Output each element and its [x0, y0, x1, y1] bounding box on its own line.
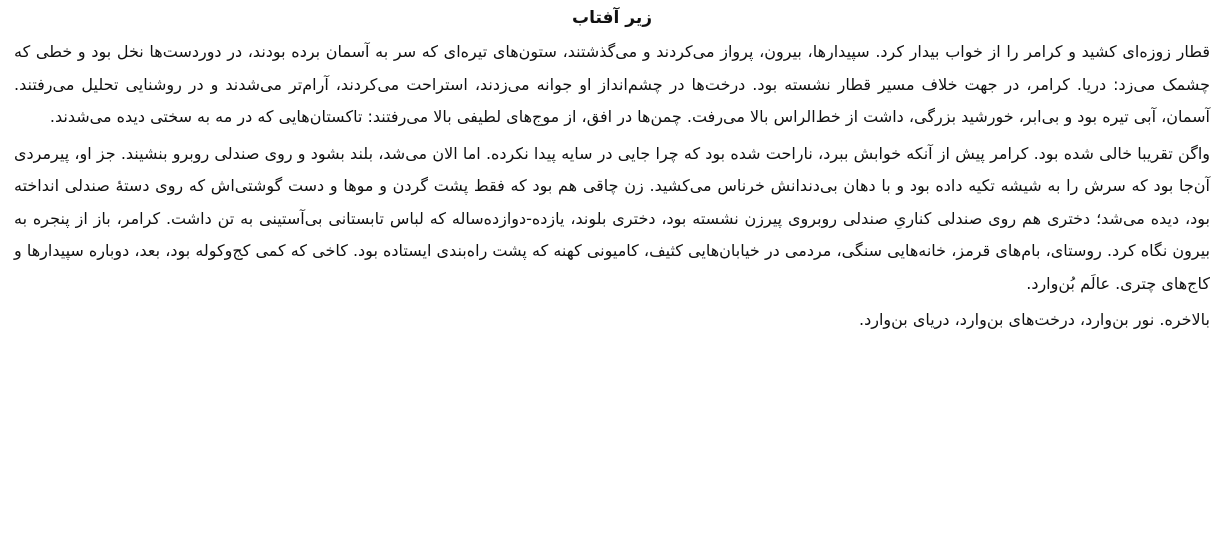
paragraph-3: بالاخره. نور بن‌وارد، درخت‌های بن‌وارد، دریای بن‌وارد. [859, 310, 1210, 329]
paragraph-1: قطار زوزه‌ای کشید و کرامر را از خواب بیدار کرد. سپیدارها، بیرون، پرواز می‌کردند و می‌گذشتند، ستون‌های تیره‌ای که سر به آسمان برده بودند، در دوردست‌ها نخل بود و خطی که چشمک می‌زد: دریا. کرامر، در جهت خلاف مسیر قطار نشسته بود. درخت‌ها در چشم‌انداز او جوانه می‌زدند، استراحت می‌کردند، آرام‌تر می‌شدند و در روشنایی تحلیل می‌رفتند. آسمان، آبی تیره بود و بی‌ابر، خورشید بزرگی، داشت از خط‌الراس بالا می‌رفت. چمن‌ها در افق، از موج‌های لطیفی بالا می‌رفتند: تاکستان‌هایی که در مه به سختی دیده می‌شدند. [14, 42, 1210, 126]
document-title: زیر آفتاب [571, 8, 653, 28]
paragraph-2: واگن تقریبا خالی شده بود. کرامر پیش از آنکه خوابش ببرد، ناراحت شده بود که چرا جایی در سایه پیدا نکرده. اما الان می‌شد، بلند بشود و روی صندلی روبرو بنشیند. جز او، پیرمردی آن‌جا بود که سرش را به شیشه تکیه داده بود و با دهان بی‌دندانش خرناس می‌کشید. زن چاقی هم بود که فقط پشت گردن و موها و دست گوشتی‌اش که روی دستهٔ صندلی انداخته بود، دیده می‌شد؛ دختری هم روی صندلی کناریِ صندلی روبروی پیرزن نشسته بود، دختری بلوند، یازده-دوازده‌ساله که لباس تابستانی بی‌آستینی به تن داشت. کرامر، باز از پنجره به بیرون نگاه کرد. روستای، بام‌های قرمز، خانه‌هایی سنگی، مردمی در خیابان‌هایی کثیف، کامیونی کهنه که پشت راه‌بندی ایستاده بود. کاخی که کمی کج‌وکوله بود، بعد، دوباره سپیدارها و کاج‌های چتری. عالَم بُن‌وارد. [14, 143, 1210, 293]
